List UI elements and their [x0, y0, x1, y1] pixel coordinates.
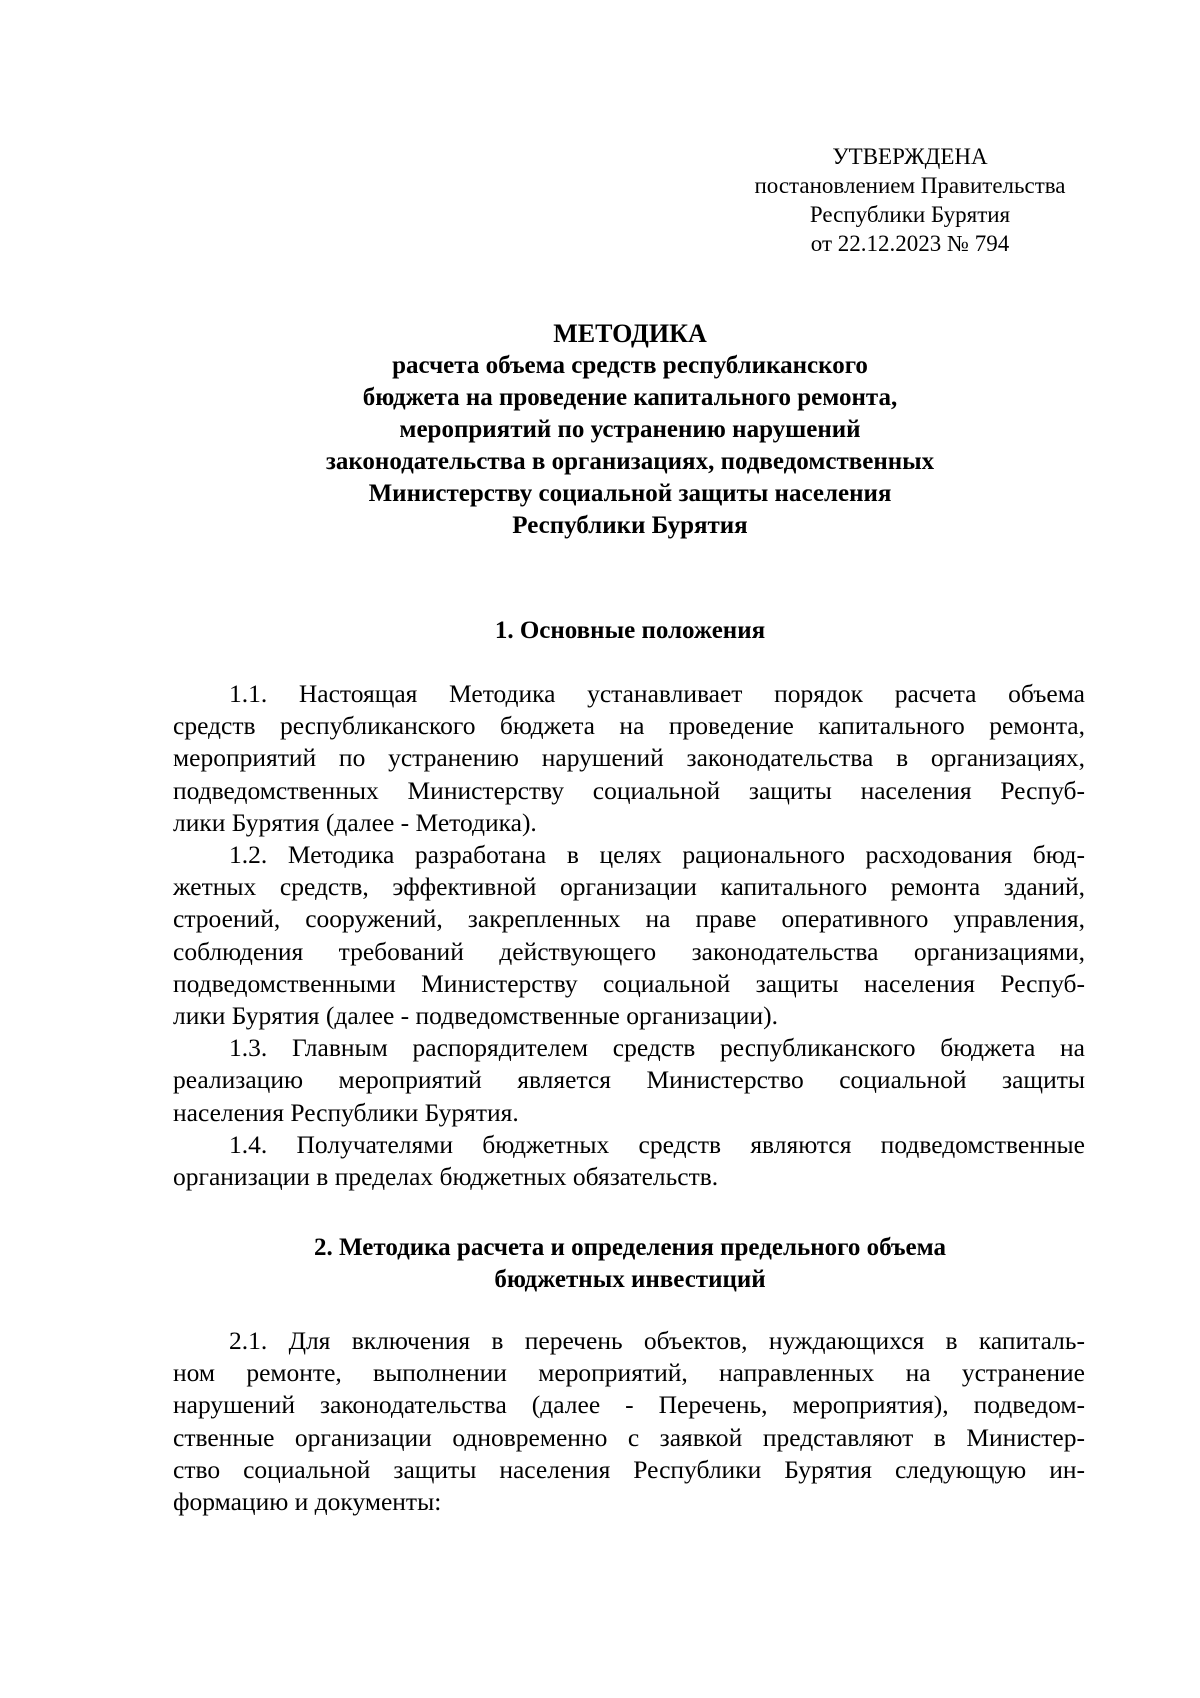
paragraph-line: ство социальной защиты населения Республики Бурятия следующую ин- — [173, 1454, 1085, 1484]
section-1-body — [173, 678, 1085, 1193]
paragraph-line: подведомственных Министерству социальной защиты населения Респуб- — [173, 775, 1085, 805]
approval-date: от 22.12.2023 № 794 — [810, 231, 1010, 256]
paragraph-line: лики Бурятия (далее - Методика). — [173, 807, 537, 837]
paragraph-line: средств республиканского бюджета на проведение капитального ремонта, — [173, 711, 1085, 741]
title-line: Республики Бурятия — [512, 512, 748, 539]
approval-stamp — [740, 142, 1080, 258]
approval-line: Республики Бурятия — [809, 202, 1011, 227]
paragraph-line: 1.1. Настоящая Методика устанавливает порядок расчета объема — [229, 679, 1085, 708]
paragraph-line: подведомственными Министерству социальной защиты населения Респуб- — [173, 968, 1085, 998]
paragraph-line: населения Республики Бурятия. — [173, 1097, 519, 1127]
approval-line: постановлением Правительства — [754, 173, 1066, 198]
paragraph-line: мероприятий по устранению нарушений законодательства в организациях, — [173, 743, 1085, 773]
title-line: законодательства в организациях, подведомственных — [325, 448, 935, 475]
document-title — [175, 318, 1085, 542]
paragraph-line: нарушений законодательства (далее - Перечень, мероприятия), подведом- — [173, 1390, 1085, 1420]
paragraph-line: формацию и документы: — [173, 1487, 442, 1517]
paragraph-line: 1.2. Методика разработана в целях рационального расходования бюд- — [229, 840, 1085, 870]
title-line: Министерству социальной защиты населения — [368, 480, 892, 507]
section-2-body — [173, 1325, 1085, 1518]
paragraph-line: 1.4. Получателями бюджетных средств являются подведомственные — [229, 1129, 1085, 1159]
title-line: расчета объема средств республиканского — [392, 352, 868, 379]
paragraph-line: ном ремонте, выполнении мероприятий, направленных на устранение — [173, 1358, 1085, 1388]
paragraph-line: реализацию мероприятий является Министерство социальной защиты — [173, 1065, 1085, 1095]
section-2-heading — [175, 1232, 1085, 1296]
title-line: мероприятий по устранению нарушений — [399, 416, 861, 443]
paragraph-line: организации в пределах бюджетных обязательств. — [173, 1162, 719, 1192]
section-2-heading-line: бюджетных инвестиций — [494, 1266, 766, 1293]
paragraph-line: соблюдения требований действующего законодательства организациями, — [173, 936, 1085, 966]
paragraph-line: жетных средств, эффективной организации капитального ремонта зданий, — [173, 872, 1085, 902]
paragraph-line: ственные организации одновременно с заявкой представляют в Министер- — [173, 1422, 1085, 1452]
approval-line: УТВЕРЖДЕНА — [832, 144, 988, 169]
title-line: бюджета на проведение капитального ремонта, — [362, 384, 898, 411]
paragraph-line: 2.1. Для включения в перечень объектов, нуждающихся в капиталь- — [229, 1326, 1085, 1355]
section-1-heading: 1. Основные положения — [494, 617, 766, 644]
section-2-heading-line: 2. Методика расчета и определения предельного объема — [314, 1234, 946, 1261]
title-main: МЕТОДИКА — [553, 319, 707, 348]
paragraph-line: лики Бурятия (далее - подведомственные организации). — [173, 1001, 778, 1031]
paragraph-line: строений, сооружений, закрепленных на праве оперативного управления, — [173, 904, 1085, 934]
paragraph-line: 1.3. Главным распорядителем средств республиканского бюджета на — [229, 1033, 1085, 1063]
